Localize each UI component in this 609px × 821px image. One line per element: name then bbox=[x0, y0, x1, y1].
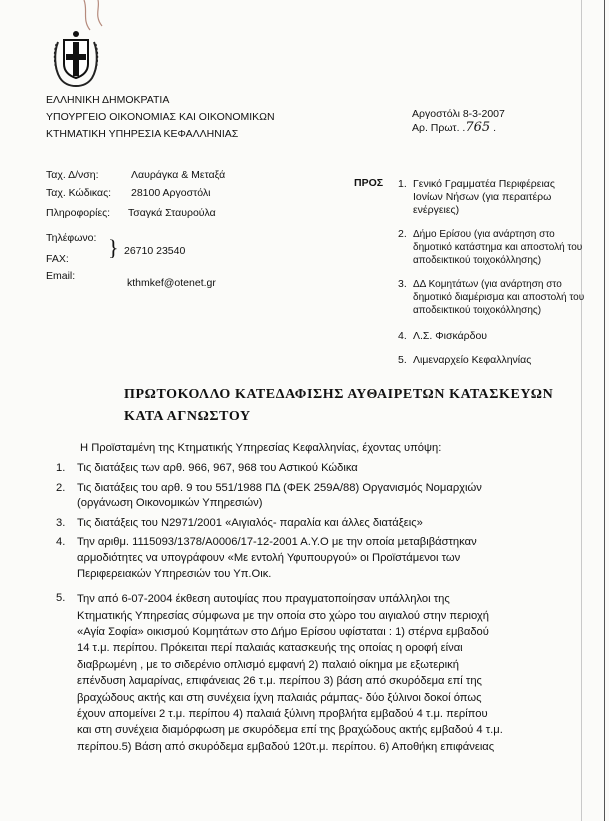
contact-block bbox=[46, 169, 276, 227]
list-item bbox=[56, 535, 524, 582]
recipient-number: 4. bbox=[398, 330, 407, 342]
item-line: Την από 6-07-2004 έκθεση αυτοψίας που πραγματοποίησαν υπάλληλοι της bbox=[77, 593, 450, 606]
protocol-number: 765 bbox=[465, 120, 491, 135]
item-line: Την αριθμ. 1115093/1378/Α0006/17-12-2001 Α.Υ.Ο με την οποία μεταβιβάστηκαν bbox=[77, 536, 477, 549]
item-line: Τις διατάξεις των αρθ. 966, 967, 968 του Αστικού Κώδικα bbox=[77, 462, 358, 474]
intro-text: Η Προϊσταμένη της Κτηματικής Υπηρεσίας Κεφαλληνίας, έχοντας υπόψη: bbox=[80, 442, 442, 454]
item-line: διαβρωμένη , με το σιδερένιο οπλισμό εμφανή 2) παλαιό οίκημα με εξωτερική bbox=[77, 658, 459, 671]
contact-row bbox=[46, 207, 276, 227]
protocol-dots: . bbox=[490, 122, 496, 134]
recipient-line: δημοτικό κατάστημα και αποστολή του bbox=[413, 242, 583, 253]
item-number: 4. bbox=[56, 536, 66, 549]
org-line: ΥΠΟΥΡΓΕΙΟ ΟΙΚΟΝΟΜΙΑΣ ΚΑΙ ΟΙΚΟΝΟΜΙΚΩΝ bbox=[46, 111, 275, 123]
recipient-line: αποδεικτικού τοιχοκόλλησης) bbox=[413, 255, 542, 266]
email-label: Email: bbox=[46, 270, 76, 282]
item-line: και στη συνέχεια διαμόρφωση με σκυρόδεμα επί της βραχώδους ακτής εμβαδού 4 τ.μ. bbox=[77, 724, 503, 737]
recipients-label: ΠΡΟΣ bbox=[354, 177, 384, 189]
recipient-line: ενέργειες) bbox=[413, 204, 460, 216]
contact-value: Λαυράγκα & Μεταξά bbox=[131, 169, 226, 181]
list-item bbox=[56, 516, 524, 532]
recipient-item bbox=[398, 330, 573, 343]
phone-label: Τηλέφωνο: bbox=[46, 232, 97, 244]
email-value: kthmkef@otenet.gr bbox=[127, 277, 216, 289]
recipient-number: 2. bbox=[398, 228, 407, 240]
recipient-item bbox=[398, 354, 573, 367]
contact-value: 28100 Αργοστόλι bbox=[131, 187, 211, 199]
protocol-label: Αρ. Πρωτ. . bbox=[412, 122, 466, 134]
item-line: Τις διατάξεις του Ν2971/2001 «Αιγιαλός- παραλία και άλλες διατάξεις» bbox=[77, 516, 423, 529]
recipient-line: Λιμεναρχείο Κεφαλληνίας bbox=[413, 354, 532, 366]
item-line: περίπου.5) Βάση από σκυρόδεμα εμβαδού 120τ.μ. περίπου. 6) Αποθήκη επιφάνειας bbox=[77, 740, 495, 753]
recipients-list bbox=[398, 178, 585, 367]
item-line: βραχώδους ακτής και στη συνέχεια ίχνη παλαιάς ράμπας- δύο ξύλινοι δοκοί όπως bbox=[77, 691, 482, 704]
title-line: ΚΑΤΑ ΑΓΝΩΣΤΟΥ bbox=[124, 409, 251, 424]
list-item bbox=[56, 461, 524, 477]
contact-row bbox=[46, 169, 276, 187]
item-line: επένδυση λαμαρίνας, επιφάνειας 26 τ.μ. περίπου 3) βάση από σκυρόδεμα επί της bbox=[77, 675, 482, 688]
recipient-number: 3. bbox=[398, 278, 407, 290]
item-number: 3. bbox=[56, 516, 66, 529]
recipient-line: Γενικό Γραμματέα Περιφέρειας bbox=[413, 178, 555, 190]
item-number: 1. bbox=[56, 462, 66, 474]
title-line: ΠΡΩΤΟΚΟΛΛΟ ΚΑΤΕΔΑΦΙΣΗΣ ΑΥΘΑΙΡΕΤΩΝ ΚΑΤΑΣΚΕΥΩΝ bbox=[124, 387, 554, 402]
item-line: αρμοδιότητες να υπογράφουν «Με εντολή Υφυπουργού» οι Προϊστάμενοι των bbox=[77, 551, 461, 564]
fax-label: FAX: bbox=[46, 253, 69, 265]
document-title bbox=[124, 384, 553, 428]
org-line: ΚΤΗΜΑΤΙΚΗ ΥΠΗΡΕΣΙΑ ΚΕΦΑΛΛΗΝΙΑΣ bbox=[46, 128, 239, 140]
item-line: (οργάνωση Οικονομικών Υπηρεσιών) bbox=[77, 497, 263, 510]
page-right-edge bbox=[604, 0, 605, 821]
recipient-line: δημοτικό διαμέρισμα και αποστολή του bbox=[413, 292, 585, 303]
date-protocol-block bbox=[412, 108, 505, 135]
org-line: ΕΛΛΗΝΙΚΗ ΔΗΜΟΚΡΑΤΙΑ bbox=[46, 94, 170, 106]
recipient-item bbox=[398, 228, 583, 267]
item-line: έχουν απομείνει 2 τ.μ. περίπου 4) παλαιά ξύλινη προβλήτα εμβαδού 4 τ.μ. περίπου bbox=[77, 708, 488, 720]
list-item bbox=[56, 481, 524, 512]
considerations-list bbox=[56, 461, 524, 755]
recipient-item bbox=[398, 178, 573, 217]
contact-label: Ταχ. Δ/νση: bbox=[46, 169, 99, 181]
item-number: 2. bbox=[56, 481, 66, 494]
contact-label: Ταχ. Κώδικας: bbox=[46, 187, 112, 199]
item-line: Κτηματικής Υπηρεσίας σύμφωνα με την οποία στο χώρο του αιγιαλού στην περιοχή bbox=[77, 609, 489, 622]
page-fold-line bbox=[581, 0, 582, 821]
recipient-number: 5. bbox=[398, 354, 407, 366]
contact-value: Τσαγκά Σταυρούλα bbox=[128, 207, 216, 219]
list-item bbox=[56, 591, 524, 755]
recipient-line: ΔΔ Κομητάτων (για ανάρτηση στο bbox=[413, 279, 562, 290]
protocol-number-line bbox=[412, 121, 505, 135]
item-number: 5. bbox=[56, 592, 66, 605]
recipient-line: Δήμο Ερίσου (για ανάρτηση στο bbox=[413, 229, 555, 240]
item-line: Περιφερειακών Υπηρεσιών του Υπ.Οικ. bbox=[77, 567, 272, 580]
item-line: «Αγία Σοφία» οικισμού Κομητάτων στο Δήμο Ερίσου υφίσταται : 1) στέρνα εμβαδού bbox=[77, 625, 489, 638]
recipient-item bbox=[398, 278, 585, 317]
item-line: 14 τ.μ. περίπου. Πρόκειται περί παλαιάς κατασκευής της οποίας η οροφή είναι bbox=[77, 642, 463, 655]
contact-row bbox=[46, 187, 276, 207]
recipient-line: Λ.Σ. Φισκάρδου bbox=[413, 330, 488, 342]
issuing-authority bbox=[46, 94, 275, 145]
recipient-line: αποδεικτικού τοιχοκόλλησης) bbox=[413, 305, 542, 316]
recipient-line: Ιονίων Νήσων (για περαιτέρω bbox=[413, 191, 552, 203]
recipient-number: 1. bbox=[398, 178, 407, 190]
contact-label: Πληροφορίες: bbox=[46, 207, 111, 219]
item-line: Τις διατάξεις του αρθ. 9 του 551/1988 ΠΔ (ΦΕΚ 259Α/88) Οργανισμός Νομαρχιών bbox=[77, 481, 482, 494]
place-date: Αργοστόλι 8-3-2007 bbox=[412, 108, 505, 120]
coat-of-arms-emblem bbox=[50, 28, 102, 90]
phone-fax-brace: } bbox=[108, 235, 119, 260]
phone-fax-value: 26710 23540 bbox=[124, 245, 186, 257]
